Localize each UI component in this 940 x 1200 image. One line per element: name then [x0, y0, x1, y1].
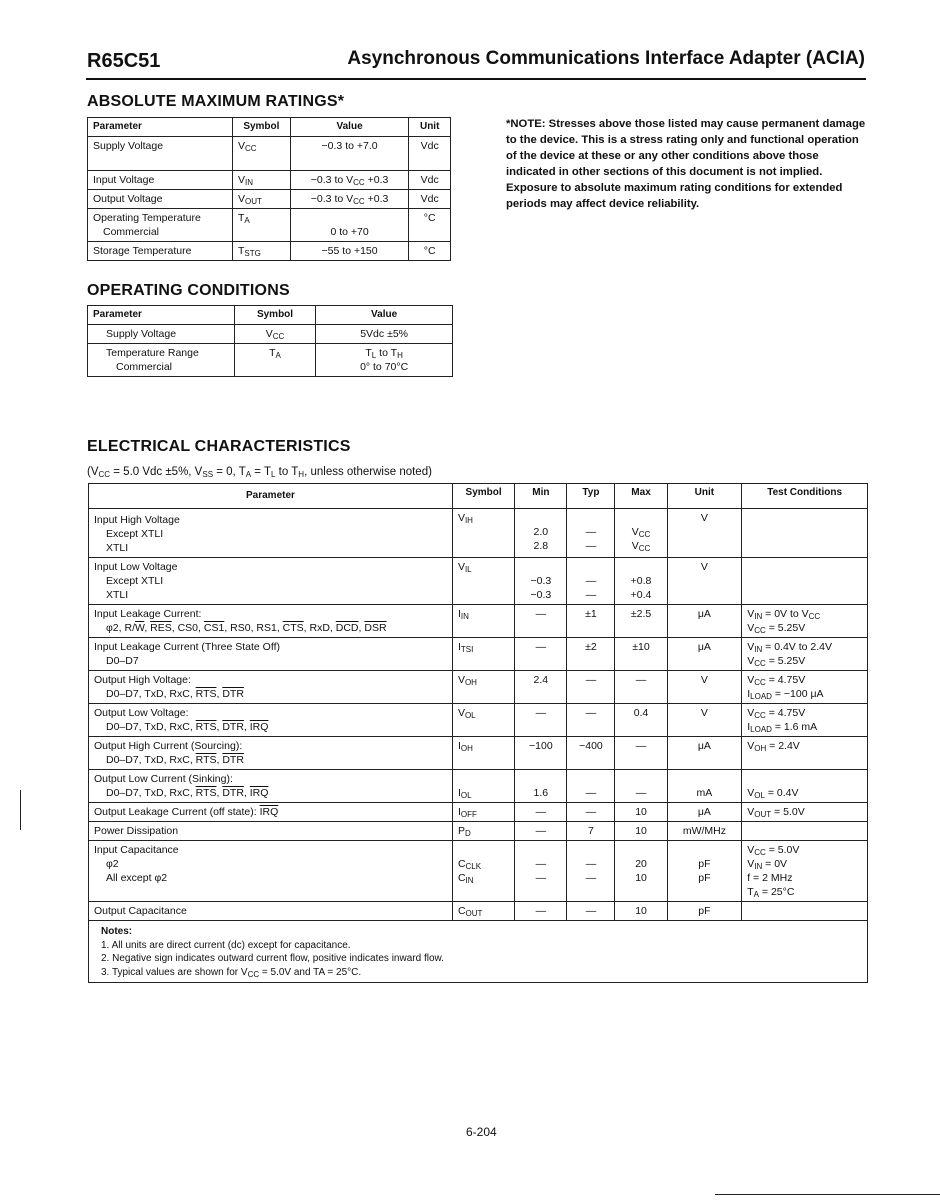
note-1: 1. All units are direct current (dc) except for capacitance.	[101, 939, 351, 951]
elec-title: ELECTRICAL CHARACTERISTICS	[87, 438, 351, 455]
op-cond-table	[87, 305, 453, 377]
param-cell: Input Leakage Current: φ2, $R/\overline{W}$, $\overline{RES}$, CS0, CS1, RS0, RS1, $\overline{CTS}$, RxD, $\overline{DCD}$, $\overline{DSR}$	[89, 605, 453, 638]
test-cond-cell: $V_{IN} = 0V$ to $V_{CC}$ $V_{CC} = 5.25V$	[742, 605, 868, 638]
test-cond-cell	[742, 822, 868, 841]
param-cell: Output Capacitance	[89, 902, 453, 921]
unit-cell: Vdc	[409, 137, 451, 171]
param-cell: Operating Temperature Commercial	[88, 209, 233, 242]
abs-max-note	[506, 116, 866, 212]
symbol-cell: $C_{OUT}$	[452, 902, 514, 921]
test-cond-cell: $V_{CC} = 5.0V$ $V_{IN} = 0V$ f = 2 MHz $T_A = 25^\circ C$	[742, 841, 868, 902]
min-cell: —	[515, 822, 567, 841]
typ-cell: —	[567, 803, 615, 822]
typ-cell: — —	[567, 558, 615, 605]
test-cond-cell	[742, 902, 868, 921]
param-cell: Input High Voltage Except XTLI XTLI	[89, 509, 453, 558]
max-cell: 10	[615, 902, 667, 921]
table-row	[89, 902, 868, 921]
symbol-cell: $I_{OL}$	[452, 770, 514, 803]
value-cell: −0.3 to $V_{CC} +0.3$	[290, 171, 409, 190]
column-header: Typ	[567, 484, 615, 509]
table-row	[88, 325, 453, 344]
symbol-cell: $T_{STG}$	[232, 242, 290, 261]
column-header: Symbol	[234, 306, 315, 325]
value-cell: −0.3 to +7.0	[290, 137, 409, 171]
table-row	[89, 509, 868, 558]
symbol-cell: $V_{IN}$	[232, 171, 290, 190]
test-cond-cell: $V_{OH} = 2.4V$	[742, 737, 868, 770]
symbol-cell: $V_{IL}$	[452, 558, 514, 605]
unit-cell: mW/MHz	[667, 822, 742, 841]
notes-cell	[89, 921, 868, 983]
table-row	[89, 558, 868, 605]
symbol-cell: $T_A$	[232, 209, 290, 242]
typ-cell: —	[567, 902, 615, 921]
max-cell: 10	[615, 803, 667, 822]
test-cond-cell: $V_{CC} = 4.75V$ $I_{LOAD} = -100$ μA	[742, 671, 868, 704]
unit-cell: mA	[667, 770, 742, 803]
max-cell: —	[615, 770, 667, 803]
table-row	[89, 770, 868, 803]
footer-edge-line	[715, 1194, 940, 1195]
table-row	[89, 671, 868, 704]
notes-row	[89, 921, 868, 983]
note-text: Stresses above those listed may cause permanent damage to the device. This is a stress rating only and functional operation of the device at these or any other conditions above those indicated in other sections of this document is not implied. Exposure to absolute maximum rating conditions for extended periods may affect device reliability.	[506, 118, 866, 210]
unit-cell: pF	[667, 902, 742, 921]
param-cell: Output Low Voltage: D0–D7, TxD, RxC, $\overline{RTS}$, $\overline{DTR}$, $\overline{IRQ}$	[89, 704, 453, 737]
value-cell: −0.3 to $V_{CC} +0.3$	[290, 190, 409, 209]
min-cell: —	[515, 638, 567, 671]
op-cond-title: OPERATING CONDITIONS	[87, 282, 290, 299]
value-cell: −55 to +150	[290, 242, 409, 261]
min-cell: — —	[515, 841, 567, 902]
column-header: Min	[515, 484, 567, 509]
unit-cell: μA	[667, 605, 742, 638]
table-header-row	[88, 306, 453, 325]
min-cell: —	[515, 902, 567, 921]
param-cell: Output High Current (Sourcing): D0–D7, TxD, RxC, $\overline{RTS}$, $\overline{DTR}$	[89, 737, 453, 770]
param-cell: Power Dissipation	[89, 822, 453, 841]
param-cell: Input Voltage	[88, 171, 233, 190]
max-cell: —	[615, 671, 667, 704]
min-cell: —	[515, 704, 567, 737]
column-header: Symbol	[232, 118, 290, 137]
typ-cell: —	[567, 770, 615, 803]
unit-cell: Vdc	[409, 190, 451, 209]
max-cell: 0.4	[615, 704, 667, 737]
table-header-row	[88, 118, 451, 137]
param-cell: Output Voltage	[88, 190, 233, 209]
page-number: 6-204	[466, 1125, 497, 1139]
test-cond-cell: $V_{OUT} = 5.0V$	[742, 803, 868, 822]
test-cond-cell: $V_{IN} = 0.4V$ to 2.4V $V_{CC} = 5.25V$	[742, 638, 868, 671]
max-cell: ±10	[615, 638, 667, 671]
min-cell: −0.3 −0.3	[515, 558, 567, 605]
unit-cell: pF pF	[667, 841, 742, 902]
symbol-cell: $V_{IH}$	[452, 509, 514, 558]
test-cond-cell	[742, 558, 868, 605]
change-bar	[20, 790, 21, 830]
param-cell: Storage Temperature	[88, 242, 233, 261]
max-cell: +0.8 +0.4	[615, 558, 667, 605]
test-cond-cell: $V_{OL} = 0.4V$	[742, 770, 868, 803]
part-number: R65C51	[87, 50, 161, 72]
column-header: Unit	[667, 484, 742, 509]
table-row	[88, 344, 453, 377]
unit-cell: μA	[667, 737, 742, 770]
column-header: Value	[316, 306, 453, 325]
table-row	[89, 737, 868, 770]
unit-cell: V	[667, 704, 742, 737]
table-row	[88, 190, 451, 209]
table-row	[89, 638, 868, 671]
value-cell: $T_L$ to $T_H$ 0° to 70°C	[316, 344, 453, 377]
param-cell: Output Low Current (Sinking): D0–D7, TxD, RxC, $\overline{RTS}$, $\overline{DTR}$, $\overline{IRQ}$	[89, 770, 453, 803]
table-row	[89, 803, 868, 822]
unit-cell: °C	[409, 209, 451, 242]
max-cell: —	[615, 737, 667, 770]
param-cell: Output Leakage Current (off state): $\overline{IRQ}$	[89, 803, 453, 822]
abs-max-title: ABSOLUTE MAXIMUM RATINGS*	[87, 93, 345, 110]
column-header: Symbol	[452, 484, 514, 509]
typ-cell: −400	[567, 737, 615, 770]
table-header-row	[89, 484, 868, 509]
table-row	[88, 171, 451, 190]
unit-cell: Vdc	[409, 171, 451, 190]
max-cell: 10	[615, 822, 667, 841]
param-cell: Temperature Range Commercial	[88, 344, 235, 377]
unit-cell: °C	[409, 242, 451, 261]
document-title: Asynchronous Communications Interface Adapter (ACIA)	[347, 48, 865, 69]
typ-cell: 7	[567, 822, 615, 841]
table-row	[89, 704, 868, 737]
note-2: 2. Negative sign indicates outward current flow, positive indicates inward flow.	[101, 953, 444, 964]
value-cell: 5Vdc ±5%	[316, 325, 453, 344]
symbol-cell: $V_{OUT}$	[232, 190, 290, 209]
elec-table	[88, 483, 868, 983]
param-cell: Supply Voltage	[88, 137, 233, 171]
column-header: Parameter	[88, 306, 235, 325]
typ-cell: ±2	[567, 638, 615, 671]
symbol-cell: $I_{TSI}$	[452, 638, 514, 671]
notes-label: Notes:	[101, 926, 133, 937]
column-header: Parameter	[88, 118, 233, 137]
typ-cell: —	[567, 704, 615, 737]
symbol-cell: $V_{OL}$	[452, 704, 514, 737]
min-cell: —	[515, 605, 567, 638]
table-row	[88, 137, 451, 171]
unit-cell: V	[667, 671, 742, 704]
note-3: 3. Typical values are shown for $V_{CC} = 5.0V$ and TA = 25°C.	[101, 966, 362, 979]
param-cell: Input Capacitance φ2 All except φ2	[89, 841, 453, 902]
typ-cell: —	[567, 671, 615, 704]
unit-cell: V	[667, 558, 742, 605]
symbol-cell: $I_{OFF}$	[452, 803, 514, 822]
test-cond-cell	[742, 509, 868, 558]
column-header: Max	[615, 484, 667, 509]
symbol-cell: $I_{OH}$	[452, 737, 514, 770]
max-cell: ±2.5	[615, 605, 667, 638]
column-header: Value	[290, 118, 409, 137]
min-cell: 1.6	[515, 770, 567, 803]
table-row	[88, 209, 451, 242]
table-row	[88, 242, 451, 261]
max-cell: $V_{CC}$ $V_{CC}$	[615, 509, 667, 558]
param-cell: Input Leakage Current (Three State Off) D0–D7	[89, 638, 453, 671]
abs-max-table	[87, 117, 451, 261]
symbol-cell: $V_{CC}$	[232, 137, 290, 171]
min-cell: 2.0 2.8	[515, 509, 567, 558]
typ-cell: — —	[567, 509, 615, 558]
min-cell: 2.4	[515, 671, 567, 704]
table-row	[89, 605, 868, 638]
symbol-cell: $V_{CC}$	[234, 325, 315, 344]
typ-cell: — —	[567, 841, 615, 902]
param-cell: Supply Voltage	[88, 325, 235, 344]
param-cell: Output High Voltage: D0–D7, TxD, RxC, $\overline{RTS}$, $\overline{DTR}$	[89, 671, 453, 704]
typ-cell: ±1	[567, 605, 615, 638]
test-cond-cell: $V_{CC} = 4.75V$ $I_{LOAD} = 1.6$ mA	[742, 704, 868, 737]
symbol-cell: $T_A$	[234, 344, 315, 377]
min-cell: —	[515, 803, 567, 822]
unit-cell: μA	[667, 638, 742, 671]
unit-cell: V	[667, 509, 742, 558]
table-row	[89, 841, 868, 902]
column-header: Parameter	[89, 484, 453, 509]
header-rule	[86, 78, 866, 80]
symbol-cell: $C_{CLK}$ $C_{IN}$	[452, 841, 514, 902]
column-header: Unit	[409, 118, 451, 137]
param-cell: Input Low Voltage Except XTLI XTLI	[89, 558, 453, 605]
symbol-cell: $I_{IN}$	[452, 605, 514, 638]
symbol-cell: $P_D$	[452, 822, 514, 841]
value-cell: 0 to +70	[290, 209, 409, 242]
note-label: *NOTE:	[506, 118, 546, 130]
elec-conditions: ($V_{CC} = 5.0$ Vdc ±5%, $V_{SS} = 0$, $T_A = T_L$ to $T_H$, unless otherwise noted)	[87, 466, 432, 479]
column-header: Test Conditions	[742, 484, 868, 509]
min-cell: −100	[515, 737, 567, 770]
unit-cell: μA	[667, 803, 742, 822]
symbol-cell: $V_{OH}$	[452, 671, 514, 704]
max-cell: 20 10	[615, 841, 667, 902]
table-row	[89, 822, 868, 841]
